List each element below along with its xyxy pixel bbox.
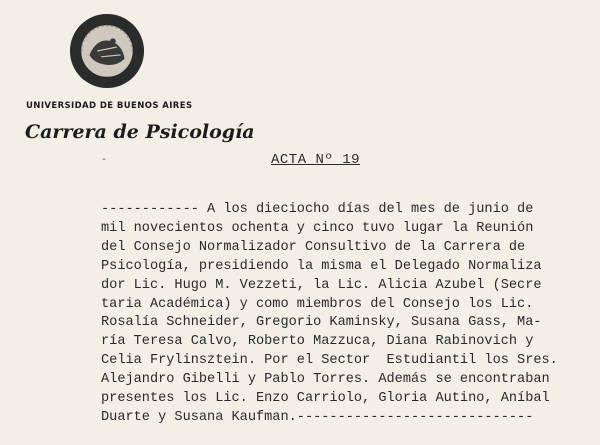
body-line: dor Lic. Hugo M. Vezzeti, la Lic. Alicia Azubel (Secre: [101, 277, 542, 293]
body-line: taria Académica) y como miembros del Consejo los Lic.: [101, 296, 534, 312]
document-title: ACTA Nº 19: [271, 152, 361, 168]
header-dash: -: [101, 155, 108, 166]
body-line: mil novecientos ochenta y cinco tuvo lugar la Reunión: [101, 220, 534, 236]
body-line: Psicología, presidiendo la misma el Delegado Normaliza: [101, 258, 542, 274]
university-name: UNIVERSIDAD DE BUENOS AIRES: [26, 101, 193, 111]
body-line: del Consejo Normalizador Consultivo de la Carrera de: [101, 239, 526, 255]
body-line: Alejandro Gibelli y Pablo Torres. Además se encontraban: [101, 372, 550, 388]
body-line: Rosalía Schneider, Gregorio Kaminsky, Susana Gass, Ma-: [101, 315, 542, 331]
department-name: Carrera de Psicología: [25, 121, 255, 143]
body-line: presentes los Lic. Enzo Carriolo, Gloria Autino, Aníbal: [101, 391, 550, 407]
university-seal-icon: [68, 12, 146, 90]
body-line: Celia Frylinsztein. Por el Sector Estudiantil los Sres.: [101, 353, 558, 369]
body-line: Duarte y Susana Kaufman.-----------------------------: [101, 409, 534, 425]
body-line: ------------ A los dieciocho días del mes de junio de: [101, 202, 534, 217]
minutes-body: [101, 201, 591, 428]
body-line: ría Teresa Calvo, Roberto Mazzuca, Diana Rabinovich y: [101, 334, 534, 350]
